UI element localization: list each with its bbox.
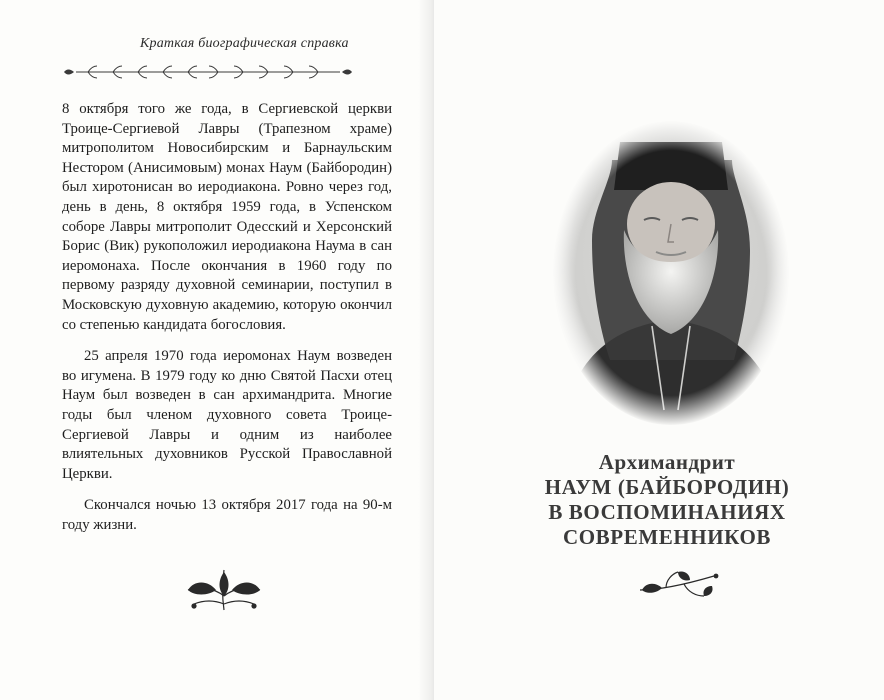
left-page [0,0,434,700]
paragraph-2: 25 апреля 1970 года иеромонах Наум возведен во игумена. В 1979 году ко дню Святой Пасхи отец Наум был возведен в сан архимандрита. Многие годы был членом духовного совета Троице-Сергиевой Лавры и одним из наиболее влиятельных духовников Русской Православной Церкви. [62,348,392,482]
title-line-2: НАУМ (БАЙБОРОДИН) [544,475,790,499]
title-line-4: СОВРЕМЕННИКОВ [562,525,772,549]
portrait-photo [552,120,790,426]
floral-ornament-left [176,566,272,614]
book-title [494,450,840,550]
floral-ornament-right [636,568,720,600]
paragraph-1: 8 октября того же года, в Сергиевской церкви Троице-Сергиевой Лавры (Трапезном храме) митрополитом Новосибирским и Барнаульским Нестором (Анисимовым) монах Наум (Байбородин) был хиротонисан во иеродиакона. Ровно через год, день в день, 8 октября 1959 года, в Успенском соборе Лавры митрополит Одесский и Херсонский Борис (Вик) рукоположил иеродиакона Наума в сан иеромонаха. После окончания в 1960 году по первому разряду духовной семинарии, поступил в Московскую духовную академию, которую окончил со степенью кандидата богословия. [62,101,392,333]
leaf-divider-ornament [58,64,358,80]
running-head: Краткая биографическая справка [140,36,349,51]
title-line-1: Архимандрит [598,450,736,474]
right-page [434,0,884,700]
body-text [62,100,392,547]
title-line-3: В ВОСПОМИНАНИЯХ [548,500,786,524]
paragraph-3: Скончался ночью 13 октября 2017 года на 90-м году жизни. [62,497,392,533]
